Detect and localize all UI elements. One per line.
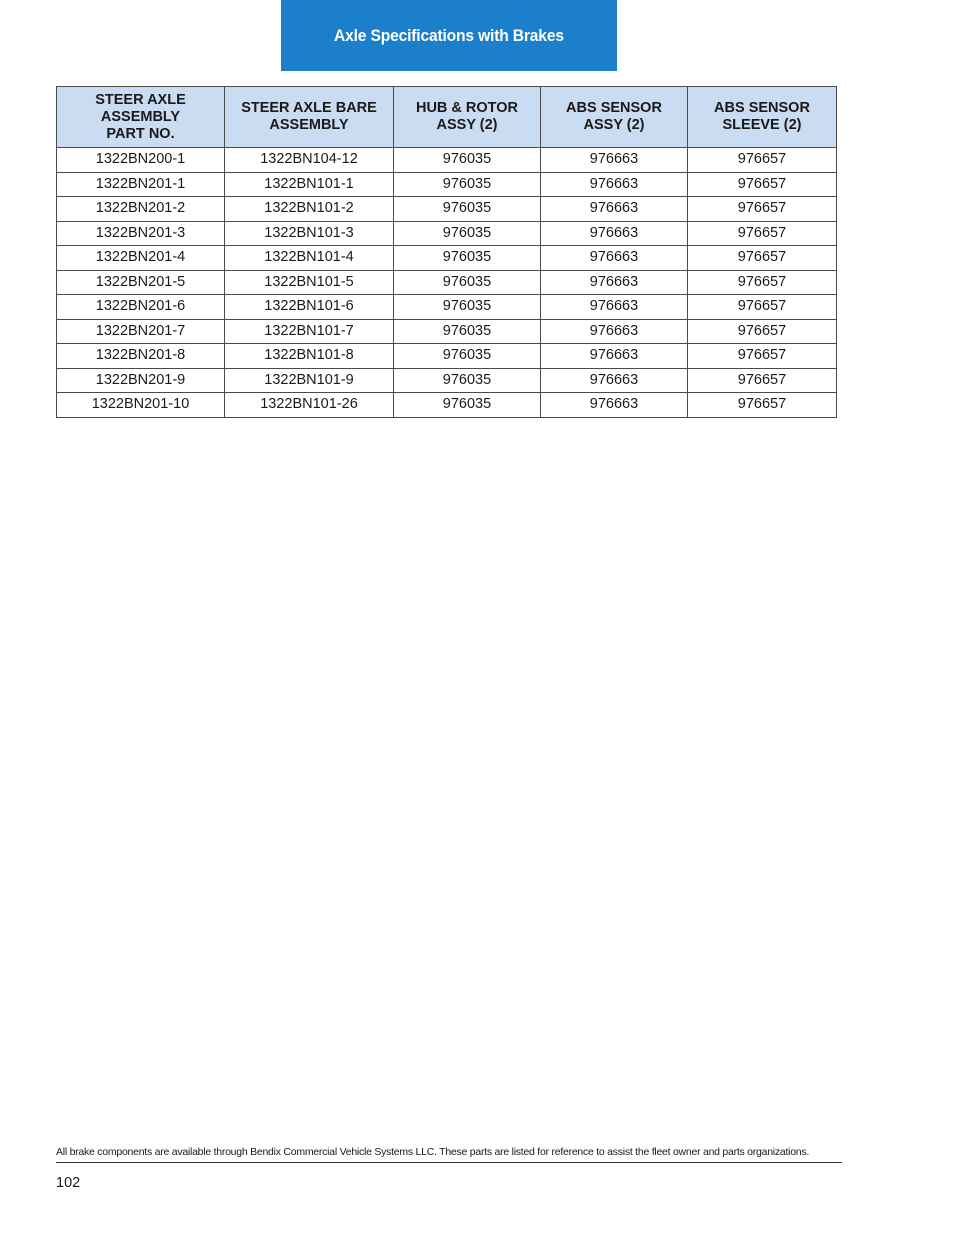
table-cell: 1322BN201-3 [57, 221, 225, 246]
table-cell: 976657 [688, 246, 837, 271]
table-cell: 1322BN201-6 [57, 295, 225, 320]
table-cell: 1322BN201-7 [57, 319, 225, 344]
table-cell: 976035 [394, 246, 541, 271]
footnote: All brake components are available through Bendix Commercial Vehicle Systems LLC. These parts are listed for reference to assist the fleet owner and parts organizations. [56, 1146, 810, 1158]
table-cell: 976657 [688, 344, 837, 369]
table-cell: 1322BN201-9 [57, 368, 225, 393]
table-cell: 976035 [394, 344, 541, 369]
table-row [57, 148, 837, 173]
table-cell: 1322BN101-7 [225, 319, 394, 344]
section-title-tab [281, 0, 617, 71]
table-cell: 1322BN101-5 [225, 270, 394, 295]
table-cell: 976035 [394, 172, 541, 197]
column-header-steer-axle-bare-assembly: STEER AXLE BARE ASSEMBLY [225, 87, 394, 148]
table-row [57, 270, 837, 295]
table-cell: 976035 [394, 295, 541, 320]
table-cell: 976035 [394, 393, 541, 418]
table-cell: 976657 [688, 172, 837, 197]
table-cell: 976657 [688, 148, 837, 173]
table-cell: 976663 [541, 270, 688, 295]
footer-divider [56, 1162, 842, 1163]
table-row [57, 344, 837, 369]
table-cell: 1322BN201-8 [57, 344, 225, 369]
column-header-abs-sensor-sleeve: ABS SENSOR SLEEVE (2) [688, 87, 837, 148]
section-title: Axle Specifications with Brakes [334, 25, 564, 45]
table-cell: 976657 [688, 197, 837, 222]
table-cell: 1322BN104-12 [225, 148, 394, 173]
table-cell: 976663 [541, 246, 688, 271]
table-cell: 1322BN101-26 [225, 393, 394, 418]
table-cell: 976035 [394, 319, 541, 344]
table-cell: 1322BN101-8 [225, 344, 394, 369]
table-cell: 976663 [541, 148, 688, 173]
table-cell: 976657 [688, 368, 837, 393]
table-cell: 976657 [688, 221, 837, 246]
table-cell: 1322BN101-2 [225, 197, 394, 222]
table-cell: 1322BN101-1 [225, 172, 394, 197]
table-cell: 976657 [688, 295, 837, 320]
table-cell: 1322BN101-3 [225, 221, 394, 246]
table-cell: 976035 [394, 197, 541, 222]
table-cell: 1322BN201-1 [57, 172, 225, 197]
table-row [57, 368, 837, 393]
table-cell: 976035 [394, 368, 541, 393]
table-cell: 976657 [688, 393, 837, 418]
table-cell: 1322BN201-2 [57, 197, 225, 222]
table-row [57, 172, 837, 197]
table-row [57, 393, 837, 418]
table-cell: 976663 [541, 172, 688, 197]
table-row [57, 319, 837, 344]
table-row [57, 295, 837, 320]
table-cell: 976657 [688, 319, 837, 344]
table-cell: 976663 [541, 368, 688, 393]
page-number: 102 [56, 1175, 81, 1191]
table-cell: 1322BN101-6 [225, 295, 394, 320]
table-header-row [57, 87, 837, 148]
table-cell: 976663 [541, 295, 688, 320]
table-row [57, 197, 837, 222]
axle-spec-table [56, 86, 837, 418]
table-row [57, 246, 837, 271]
table-cell: 1322BN101-9 [225, 368, 394, 393]
table-cell: 1322BN200-1 [57, 148, 225, 173]
table-cell: 976663 [541, 319, 688, 344]
column-header-abs-sensor-assy: ABS SENSOR ASSY (2) [541, 87, 688, 148]
table-cell: 1322BN201-5 [57, 270, 225, 295]
table-cell: 976663 [541, 197, 688, 222]
table-cell: 976663 [541, 393, 688, 418]
table-cell: 976035 [394, 221, 541, 246]
table-cell: 1322BN101-4 [225, 246, 394, 271]
column-header-steer-axle-assembly: STEER AXLE ASSEMBLY PART NO. [57, 87, 225, 148]
column-header-hub-rotor-assy: HUB & ROTOR ASSY (2) [394, 87, 541, 148]
table-cell: 976663 [541, 221, 688, 246]
table-cell: 976663 [541, 344, 688, 369]
table-cell: 1322BN201-4 [57, 246, 225, 271]
table-cell: 976035 [394, 270, 541, 295]
table-cell: 976035 [394, 148, 541, 173]
table-cell: 1322BN201-10 [57, 393, 225, 418]
table-row [57, 221, 837, 246]
table-cell: 976657 [688, 270, 837, 295]
